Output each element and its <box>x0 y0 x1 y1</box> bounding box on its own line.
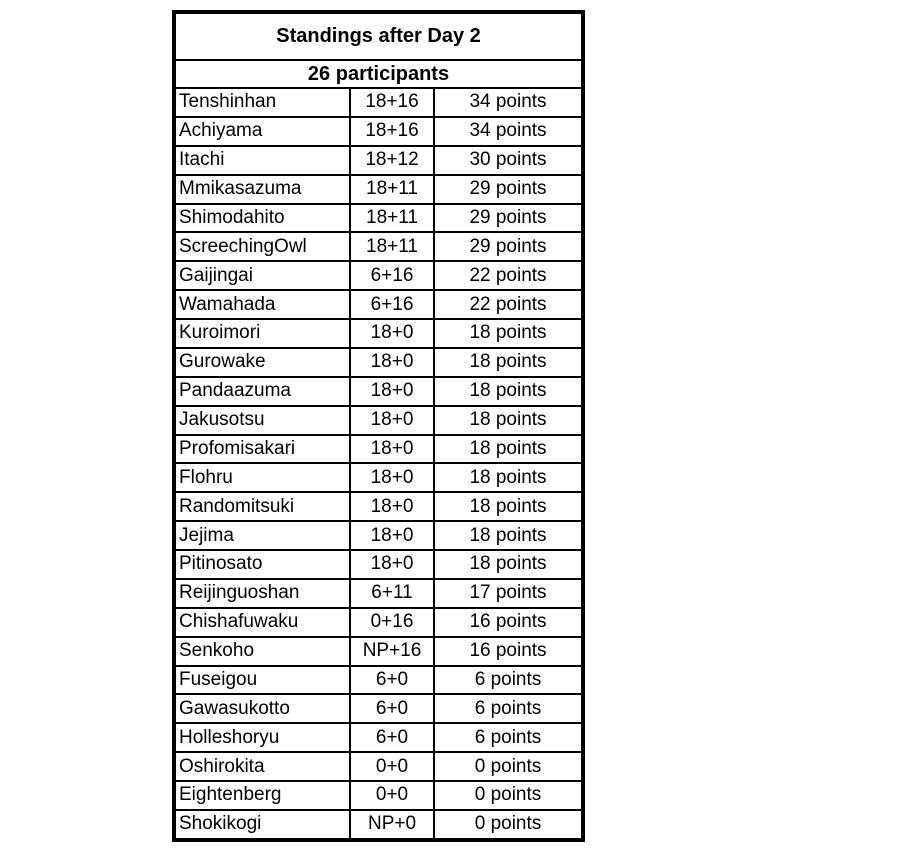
score-breakdown-cell: 18+0 <box>350 463 434 492</box>
player-name-cell: Jejima <box>174 521 350 550</box>
standings-body <box>174 12 583 840</box>
player-name-cell: Gurowake <box>174 348 350 377</box>
player-name-cell: Pandaazuma <box>174 377 350 406</box>
player-name-cell: Wamahada <box>174 290 350 319</box>
table-row <box>174 550 583 579</box>
score-breakdown-cell: 18+0 <box>350 492 434 521</box>
total-points-cell: 18 points <box>434 521 583 550</box>
total-points-cell: 18 points <box>434 377 583 406</box>
score-breakdown-cell: 18+0 <box>350 521 434 550</box>
score-breakdown-cell: NP+0 <box>350 810 434 840</box>
player-name-cell: Reijinguoshan <box>174 579 350 608</box>
player-name-cell: Achiyama <box>174 117 350 146</box>
score-breakdown-cell: 18+12 <box>350 146 434 175</box>
title-row <box>174 12 583 60</box>
table-row <box>174 752 583 781</box>
score-breakdown-cell: 18+0 <box>350 406 434 435</box>
table-row <box>174 579 583 608</box>
subtitle-row <box>174 60 583 88</box>
score-breakdown-cell: 18+16 <box>350 117 434 146</box>
total-points-cell: 34 points <box>434 117 583 146</box>
table-row <box>174 406 583 435</box>
participants-count: 26 participants <box>174 60 583 88</box>
table-title: Standings after Day 2 <box>174 12 583 60</box>
player-name-cell: Itachi <box>174 146 350 175</box>
table-row <box>174 463 583 492</box>
table-row <box>174 781 583 810</box>
table-row <box>174 723 583 752</box>
player-name-cell: Oshirokita <box>174 752 350 781</box>
total-points-cell: 29 points <box>434 175 583 204</box>
table-row <box>174 810 583 840</box>
total-points-cell: 29 points <box>434 232 583 261</box>
score-breakdown-cell: 18+16 <box>350 88 434 117</box>
table-row <box>174 608 583 637</box>
total-points-cell: 16 points <box>434 608 583 637</box>
player-name-cell: Fuseigou <box>174 666 350 695</box>
total-points-cell: 6 points <box>434 666 583 695</box>
table-row <box>174 290 583 319</box>
score-breakdown-cell: 6+0 <box>350 694 434 723</box>
score-breakdown-cell: 0+0 <box>350 781 434 810</box>
total-points-cell: 29 points <box>434 204 583 233</box>
standings-table <box>172 10 585 842</box>
table-row <box>174 146 583 175</box>
total-points-cell: 16 points <box>434 637 583 666</box>
total-points-cell: 34 points <box>434 88 583 117</box>
total-points-cell: 18 points <box>434 463 583 492</box>
table-row <box>174 637 583 666</box>
score-breakdown-cell: 18+0 <box>350 377 434 406</box>
score-breakdown-cell: 18+0 <box>350 435 434 464</box>
player-name-cell: Pitinosato <box>174 550 350 579</box>
table-row <box>174 435 583 464</box>
player-name-cell: Holleshoryu <box>174 723 350 752</box>
total-points-cell: 22 points <box>434 290 583 319</box>
total-points-cell: 30 points <box>434 146 583 175</box>
total-points-cell: 17 points <box>434 579 583 608</box>
table-row <box>174 117 583 146</box>
player-name-cell: Senkoho <box>174 637 350 666</box>
player-name-cell: Randomitsuki <box>174 492 350 521</box>
score-breakdown-cell: 6+0 <box>350 723 434 752</box>
table-row <box>174 261 583 290</box>
total-points-cell: 22 points <box>434 261 583 290</box>
total-points-cell: 18 points <box>434 319 583 348</box>
score-breakdown-cell: 6+11 <box>350 579 434 608</box>
table-row <box>174 694 583 723</box>
player-name-cell: Eightenberg <box>174 781 350 810</box>
table-row <box>174 204 583 233</box>
total-points-cell: 18 points <box>434 406 583 435</box>
total-points-cell: 6 points <box>434 694 583 723</box>
table-row <box>174 88 583 117</box>
score-breakdown-cell: 18+11 <box>350 232 434 261</box>
total-points-cell: 18 points <box>434 492 583 521</box>
total-points-cell: 18 points <box>434 348 583 377</box>
score-breakdown-cell: 18+0 <box>350 348 434 377</box>
player-name-cell: Chishafuwaku <box>174 608 350 637</box>
table-row <box>174 492 583 521</box>
score-breakdown-cell: 18+0 <box>350 550 434 579</box>
total-points-cell: 6 points <box>434 723 583 752</box>
player-name-cell: Flohru <box>174 463 350 492</box>
total-points-cell: 0 points <box>434 810 583 840</box>
player-name-cell: Gawasukotto <box>174 694 350 723</box>
player-name-cell: Shokikogi <box>174 810 350 840</box>
total-points-cell: 0 points <box>434 752 583 781</box>
table-row <box>174 666 583 695</box>
player-name-cell: Profomisakari <box>174 435 350 464</box>
player-name-cell: Shimodahito <box>174 204 350 233</box>
table-row <box>174 521 583 550</box>
score-breakdown-cell: 18+11 <box>350 204 434 233</box>
score-breakdown-cell: 18+0 <box>350 319 434 348</box>
player-name-cell: ScreechingOwl <box>174 232 350 261</box>
player-name-cell: Jakusotsu <box>174 406 350 435</box>
score-breakdown-cell: NP+16 <box>350 637 434 666</box>
total-points-cell: 0 points <box>434 781 583 810</box>
total-points-cell: 18 points <box>434 550 583 579</box>
score-breakdown-cell: 0+16 <box>350 608 434 637</box>
table-row <box>174 232 583 261</box>
table-row <box>174 319 583 348</box>
player-name-cell: Mmikasazuma <box>174 175 350 204</box>
table-row <box>174 348 583 377</box>
score-breakdown-cell: 6+0 <box>350 666 434 695</box>
score-breakdown-cell: 6+16 <box>350 290 434 319</box>
player-name-cell: Tenshinhan <box>174 88 350 117</box>
player-name-cell: Gaijingai <box>174 261 350 290</box>
score-breakdown-cell: 0+0 <box>350 752 434 781</box>
table-row <box>174 377 583 406</box>
total-points-cell: 18 points <box>434 435 583 464</box>
player-name-cell: Kuroimori <box>174 319 350 348</box>
score-breakdown-cell: 18+11 <box>350 175 434 204</box>
table-row <box>174 175 583 204</box>
score-breakdown-cell: 6+16 <box>350 261 434 290</box>
